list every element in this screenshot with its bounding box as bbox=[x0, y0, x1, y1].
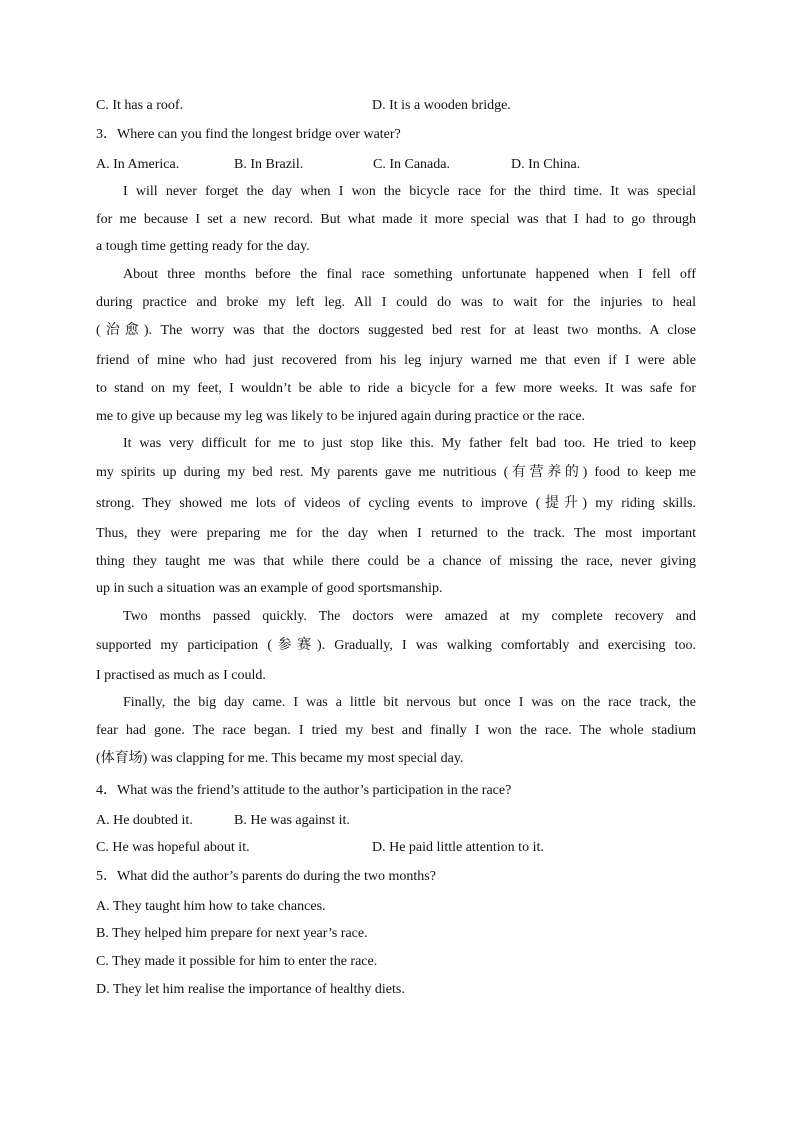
passage-p4-line-2: supported my participation (参赛). Gradually, I was walking comfortably and exercising too. bbox=[96, 638, 696, 653]
passage-p2-line-6: me to give up because my leg was likely to be injured again during practice or the race. bbox=[96, 409, 586, 424]
q3-option-a: A. In America. bbox=[96, 157, 180, 172]
q5-option-a: A. They taught him how to take chances. bbox=[96, 899, 326, 914]
passage-p2-line-5: to stand on my feet, I wouldn’t be able to ride a bicycle for a few more weeks. It was safe for bbox=[96, 381, 696, 396]
passage-p1-line-3: a tough time getting ready for the day. bbox=[96, 239, 310, 254]
passage-p4-line-1: Two months passed quickly. The doctors were amazed at my complete recovery and bbox=[123, 609, 696, 624]
q5-stem: 5．What did the author’s parents do during the two months? bbox=[96, 869, 436, 884]
q5-option-d: D. They let him realise the importance of healthy diets. bbox=[96, 982, 405, 997]
passage-p1-line-1: I will never forget the day when I won the bicycle race for the third time. It was special bbox=[123, 184, 696, 199]
passage-p2-line-1: About three months before the final race something unfortunate happened when I fell off bbox=[123, 267, 696, 282]
q5-option-c: C. They made it possible for him to enter the race. bbox=[96, 954, 378, 969]
q2-option-c: C. It has a roof. bbox=[96, 98, 184, 113]
q3-option-d: D. In China. bbox=[511, 157, 581, 172]
q5-option-b: B. They helped him prepare for next year’s race. bbox=[96, 926, 368, 941]
q2-option-d: D. It is a wooden bridge. bbox=[372, 98, 511, 113]
passage-p5-line-2: fear had gone. The race began. I tried my best and finally I won the race. The whole stadium bbox=[96, 723, 696, 738]
q4-option-d: D. He paid little attention to it. bbox=[372, 840, 544, 855]
passage-p3-line-1: It was very difficult for me to just stop like this. My father felt bad too. He tried to keep bbox=[123, 436, 696, 451]
passage-p3-line-4: Thus, they were preparing me for the day when I returned to the track. The most important bbox=[96, 526, 696, 541]
passage-p2-line-2: during practice and broke my left leg. All I could do was to wait for the injuries to heal bbox=[96, 295, 696, 310]
passage-p3-line-2: my spirits up during my bed rest. My parents gave me nutritious (有营养的) food to keep me bbox=[96, 465, 696, 480]
q4-option-a: A. He doubted it. bbox=[96, 813, 193, 828]
q4-option-c: C. He was hopeful about it. bbox=[96, 840, 250, 855]
passage-p2-line-3: (治愈). The worry was that the doctors suggested bed rest for at least two months. A close bbox=[96, 323, 696, 338]
q3-option-c: C. In Canada. bbox=[373, 157, 450, 172]
passage-p1-line-2: for me because I set a new record. But what made it more special was that I had to go through bbox=[96, 212, 696, 227]
passage-p3-line-6: up in such a situation was an example of good sportsmanship. bbox=[96, 581, 443, 596]
passage-p3-line-3: strong. They showed me lots of videos of cycling events to improve (提升) my riding skills. bbox=[96, 496, 696, 511]
passage-p3-line-5: thing they taught me was that while there could be a chance of missing the race, never giving bbox=[96, 554, 696, 569]
q4-option-b: B. He was against it. bbox=[234, 813, 350, 828]
passage-p4-line-3: I practised as much as I could. bbox=[96, 668, 266, 683]
passage-p5-line-1: Finally, the big day came. I was a little bit nervous but once I was on the race track, the bbox=[123, 695, 696, 710]
passage-p5-line-3: (体育场) was clapping for me. This became my most special day. bbox=[96, 751, 464, 766]
q3-stem: 3．Where can you find the longest bridge over water? bbox=[96, 127, 401, 142]
q3-option-b: B. In Brazil. bbox=[234, 157, 304, 172]
passage-p2-line-4: friend of mine who had just recovered from his leg injury warned me that even if I were able bbox=[96, 353, 696, 368]
q4-stem: 4．What was the friend’s attitude to the author’s participation in the race? bbox=[96, 783, 512, 798]
